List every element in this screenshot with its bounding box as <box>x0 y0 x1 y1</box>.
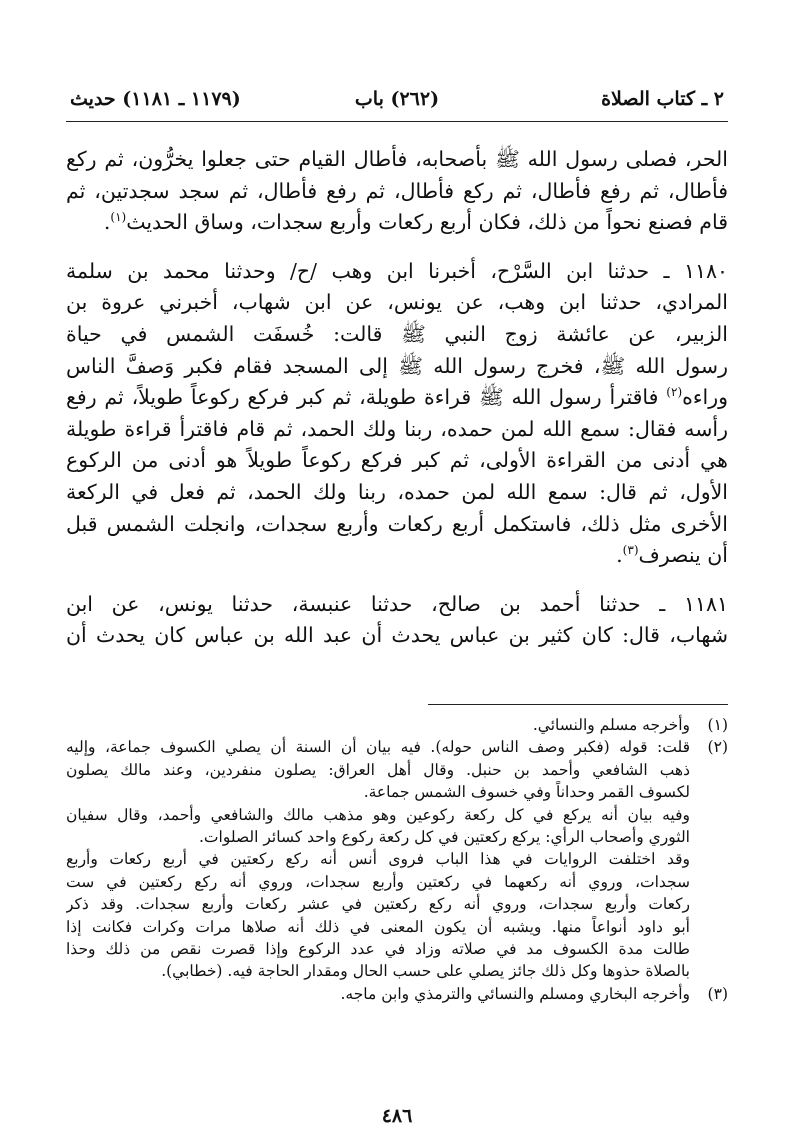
text-line: شهاب، قال: كان كثير بن عباس يحدث أن عبد الله بن عباس كان يحدث أن <box>66 623 728 648</box>
footnote-line: وقد اختلفت الروايات في هذا الباب فروى أنس أنه ركع ركعتين في أربع ركعات وأربع <box>66 850 690 869</box>
footnote-ref[interactable]: (١) <box>110 210 127 225</box>
footnote-body <box>66 736 690 803</box>
header-chapter: (٢٦٢) باب <box>354 88 440 110</box>
text-fragment: أن ينصرف <box>638 543 728 568</box>
footnote-line: لكسوف القمر وحداناً وفي خسوف الشمس جماعة. <box>363 783 690 802</box>
footnote-line: سجدات، وروي أنه ركعهما في ركعتين وأربع سجدات، وروي أنه ركع ركعتين في ست <box>66 872 690 891</box>
text-line: فأطال، ثم رفع فأطال، ثم ركع فأطال، ثم رفع فأطال، ثم سجد سجدتين، ثم <box>66 178 728 203</box>
text-line <box>66 382 728 414</box>
text-line: ١١٨٠ ـ حدثنا ابن السَّرْح، أخبرنا ابن وهب /ح/ وحدثنا محمد بن سلمة <box>66 258 728 283</box>
text-line: الحر، فصلى رسول الله ﷺ بأصحابه، فأطال القيام حتى جعلوا يخرُّون، ثم ركع <box>66 147 728 171</box>
footnote-line: ذهب الشافعي وأحمد بن حنبل. وقال أهل العراق: يصلون منفردين، وعند مالك يصلون <box>66 760 690 779</box>
footnote-line: الثوري وأصحاب الرأي: يركع ركعتين في كل ركعة ركوع واحد كسائر الصلوات. <box>199 828 690 847</box>
footnote-text: وأخرجه مسلم والنسائي. <box>532 716 690 734</box>
footnote-number: (٢) <box>707 738 728 757</box>
page-number: ٤٨٦ <box>381 1105 413 1127</box>
text-line: ١١٨١ ـ حدثنا أحمد بن صالح، حدثنا عنبسة، حدثنا يونس، عن ابن <box>66 591 728 616</box>
text-fragment: . <box>103 210 111 235</box>
footnote-line: بالصلاة حذوها وكل ذلك جائز يصلي على حسب الحال ومقدار الحاجة فيه. (خطابي). <box>161 962 690 981</box>
footnote-line: ركعات وأربع سجدات، وروي أنه ركع ركعتين في عشر ركعات وأربع سجدات. وقد ذكر <box>66 895 690 914</box>
footnote-2-continued <box>66 804 728 983</box>
text-line: الأول، ثم قال: سمع الله لمن حمده، ربنا ولك الحمد، ثم فعل في الركعة <box>66 479 728 504</box>
header-hadith-range: (١١٧٩ ـ ١١٨١) حديث <box>70 88 241 110</box>
footnote-number: (٣) <box>707 984 728 1003</box>
footnote-text: وأخرجه البخاري ومسلم والنسائي والترمذي وابن ماجه. <box>340 984 690 1003</box>
footnote-divider <box>428 704 728 705</box>
hadith-1181 <box>66 589 728 652</box>
text-line: الزبير، عن عائشة زوج النبي ﷺ قالت: خُسفَت الشمس في حياة <box>66 321 728 346</box>
footnote-line: قلت: قوله (فكبر وصف الناس حوله). فيه بيان أن السنة أن يصلي الكسوف جماعة، وإليه <box>66 738 690 757</box>
header-book-title: ٢ ـ كتاب الصلاة <box>601 88 724 110</box>
footnote-ref[interactable]: (٢) <box>666 385 683 400</box>
text-fragment: . <box>616 543 623 568</box>
hadith-1180 <box>66 256 728 572</box>
main-text <box>66 144 728 669</box>
text-line <box>66 207 728 239</box>
footnote-2 <box>66 736 728 803</box>
text-line: هي أدنى من القراءة الأولى، ثم كبر فركع ركوعاً طويلاً هو أدنى من الركوع <box>66 448 728 473</box>
footnotes <box>66 714 728 1005</box>
paragraph-continuation <box>66 144 728 239</box>
footnote-1 <box>66 714 728 736</box>
footnote-line: أبو داود أنواعاً منها. ويشبه أن يكون المعنى في ذلك أنه صلاها مرات وكرات فكانت إذا <box>66 917 690 936</box>
footnote-3 <box>66 983 728 1005</box>
footnote-line: وفيه بيان أنه يركع في كل ركعة ركوعين وهو مذهب مالك والشافعي وأحمد، وقال سفيان <box>66 805 690 824</box>
book-page <box>66 82 728 1127</box>
running-header <box>66 82 728 116</box>
header-divider <box>66 121 728 122</box>
text-fragment: فاقترأ رسول الله ﷺ قراءة طويلة، ثم كبر فركع ركوعاً طويلاً، ثم رفع <box>66 385 667 410</box>
footnote-ref[interactable]: (٣) <box>622 543 639 558</box>
text-line: المرادي، حدثنا ابن وهب، عن يونس، عن ابن شهاب، أخبرني عروة بن <box>66 290 728 315</box>
text-line: الأخرى مثل ذلك، فاستكمل أربع ركعات وأربع سجدات، وانجلت الشمس قبل <box>66 511 728 536</box>
footnote-line: طالت مدة الكسوف مد في صلاته وزاد في عدد الركوع وإذا قصرت نقص من ذلك وحذا <box>66 940 690 959</box>
text-line: رسول الله ﷺ، فخرج رسول الله ﷺ إلى المسجد فقام فكبر وَصفَّ الناس <box>66 353 728 378</box>
text-line: رأسه فقال: سمع الله لمن حمده، ربنا ولك الحمد، ثم قام فاقترأ قراءة طويلة <box>66 416 728 441</box>
text-fragment: وراءه <box>682 385 728 410</box>
text-fragment: قام فصنع نحواً من ذلك، فكان أربع ركعات وأربع سجدات، وساق الحديث <box>126 210 728 235</box>
text-line <box>66 540 728 572</box>
footnote-number: (١) <box>707 716 728 734</box>
